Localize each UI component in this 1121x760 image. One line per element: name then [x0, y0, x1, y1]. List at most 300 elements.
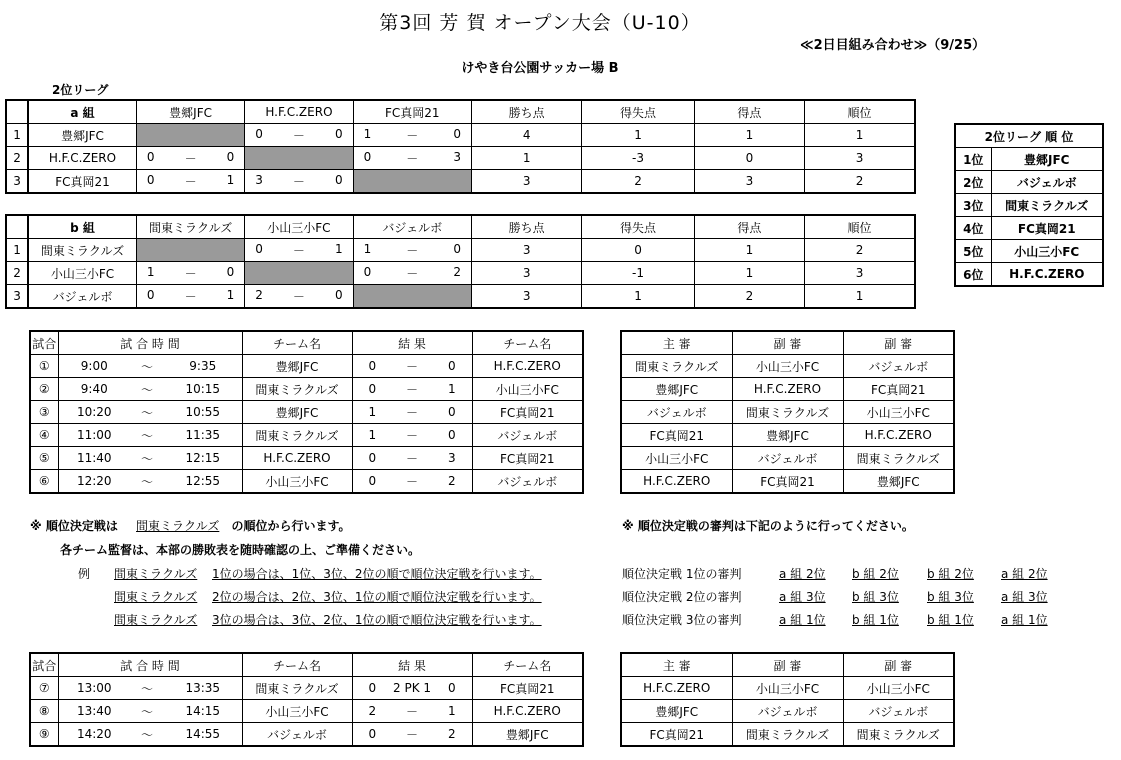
score-value: 1: [146, 264, 155, 279]
day-subtitle: ≪2日目組み合わせ≫（9/25）: [800, 38, 986, 53]
referee-note-cell: b 組 1位: [927, 613, 974, 627]
goals-cell: 1: [694, 239, 804, 262]
match-number: ⑨: [30, 723, 58, 747]
page-title: 第3回 芳 賀 オープン大会（U-10）: [379, 12, 701, 34]
referee-note-cell: b 組 3位: [852, 590, 899, 604]
row-number: 1: [6, 124, 28, 147]
home-score: 2: [352, 700, 392, 723]
score-dash: －: [406, 128, 419, 143]
ranking-position: 1位: [955, 148, 991, 171]
schedule-body-1: [30, 355, 583, 494]
referee-row: [621, 700, 954, 723]
score-cell: [245, 285, 353, 309]
goal-diff-cell: 2: [582, 170, 694, 194]
referee-note-cell: a 組 3位: [779, 590, 826, 604]
match-tilde: ～: [130, 424, 164, 447]
score-value: 0: [255, 126, 263, 141]
sched-col-no: 試合: [30, 653, 58, 677]
score-value: 0: [146, 149, 155, 164]
score-separator: －: [392, 424, 432, 447]
group-a-col: 豊郷JFC: [136, 100, 244, 124]
match-tilde: ～: [130, 378, 164, 401]
rank-cell: 1: [805, 285, 915, 309]
group-a-col: 順位: [805, 100, 915, 124]
away-team: FC真岡21: [472, 401, 583, 424]
match-end: 14:55: [164, 723, 242, 747]
score-value: 2: [453, 264, 461, 279]
ref-col-assist: 副 審: [732, 331, 843, 355]
home-score: 1: [352, 401, 392, 424]
rank-cell: 1: [805, 124, 915, 147]
group-a-title: a 組: [28, 100, 136, 124]
match-row: [30, 700, 583, 723]
match-number: ③: [30, 401, 58, 424]
rank-cell: 2: [805, 239, 915, 262]
home-team: 間東ミラクルズ: [242, 378, 352, 401]
goals-cell: 1: [694, 124, 804, 147]
goals-cell: 3: [694, 170, 804, 194]
ranking-position: 5位: [955, 240, 991, 263]
referee-note-cell: a 組 2位: [779, 567, 826, 581]
match-end: 12:55: [164, 470, 242, 494]
referee-note-label: 順位決定戦 3位の審判: [622, 613, 742, 627]
ref-col-assist: 副 審: [843, 653, 954, 677]
score-value: 0: [363, 264, 372, 279]
referee-row: [621, 447, 954, 470]
away-score: 3: [432, 447, 472, 470]
assistant-referee: 間東ミラクルズ: [843, 723, 954, 747]
score-value: 0: [226, 149, 235, 164]
example-text: 1位の場合は、1位、3位、2位の順で順位決定戦を行います。: [212, 567, 542, 581]
group-a-table: [5, 99, 916, 194]
assistant-referee: 小山三小FC: [843, 401, 954, 424]
referee-note-cell: b 組 2位: [852, 567, 899, 581]
score-value: 1: [334, 241, 343, 256]
ranking-team: 豊郷JFC: [991, 148, 1103, 171]
referee-note-cell: a 組 3位: [1001, 590, 1048, 604]
score-value: 0: [226, 264, 235, 279]
team-name: H.F.C.ZERO: [28, 147, 136, 170]
assistant-referee: バジェルボ: [732, 447, 843, 470]
assistant-referee: H.F.C.ZERO: [843, 424, 954, 447]
score-dash: －: [406, 151, 419, 166]
away-team: バジェルボ: [472, 470, 583, 494]
away-score: 1: [432, 700, 472, 723]
score-value: 2: [255, 287, 263, 302]
score-value: 1: [363, 241, 372, 256]
score-cell: [136, 285, 244, 309]
home-team: 小山三小FC: [242, 700, 352, 723]
assistant-referee: バジェルボ: [843, 700, 954, 723]
schedule-body-2: [30, 677, 583, 747]
match-row: [30, 677, 583, 700]
team-name: 豊郷JFC: [28, 124, 136, 147]
away-score: 0: [432, 677, 472, 700]
ranking-row: [955, 148, 1103, 171]
match-row: [30, 470, 583, 494]
match-number: ⑤: [30, 447, 58, 470]
score-value: 0: [146, 287, 155, 302]
assistant-referee: 間東ミラクルズ: [732, 401, 843, 424]
match-tilde: ～: [130, 677, 164, 700]
home-team: 豊郷JFC: [242, 401, 352, 424]
group-a-col: FC真岡21: [353, 100, 471, 124]
points-cell: 3: [471, 262, 581, 285]
main-referee: バジェルボ: [621, 401, 732, 424]
assistant-referee: FC真岡21: [732, 470, 843, 494]
score-cell: [353, 147, 471, 170]
referee-note-cell: a 組 2位: [1001, 567, 1048, 581]
home-team: H.F.C.ZERO: [242, 447, 352, 470]
score-value: 0: [334, 126, 343, 141]
match-number: ⑥: [30, 470, 58, 494]
note-prefix: ※ 順位決定戦は: [30, 519, 118, 533]
main-referee: 間東ミラクルズ: [621, 355, 732, 378]
away-score: 0: [432, 355, 472, 378]
match-end: 12:15: [164, 447, 242, 470]
score-separator: －: [392, 447, 432, 470]
assistant-referee: 豊郷JFC: [843, 470, 954, 494]
table-row: [6, 170, 915, 194]
home-team: 間東ミラクルズ: [242, 677, 352, 700]
ranking-row: [955, 171, 1103, 194]
score-cell: [245, 170, 353, 194]
match-number: ⑧: [30, 700, 58, 723]
score-dash: －: [184, 174, 197, 189]
group-b-col: 順位: [805, 215, 915, 239]
referee-row: [621, 355, 954, 378]
table-row: [6, 147, 915, 170]
ranking-row: [955, 217, 1103, 240]
points-cell: 4: [471, 124, 581, 147]
sched-col-no: 試合: [30, 331, 58, 355]
score-dash: －: [184, 151, 197, 166]
referee-row: [621, 424, 954, 447]
score-cell: [353, 262, 471, 285]
home-score: 0: [352, 677, 392, 700]
group-b-col: 間東ミラクルズ: [136, 215, 244, 239]
group-a-col: 得失点: [582, 100, 694, 124]
score-dash: －: [292, 174, 305, 189]
note-team: 間東ミラクルズ: [136, 519, 220, 533]
away-team: H.F.C.ZERO: [472, 700, 583, 723]
score-value: 0: [334, 172, 343, 187]
venue-label: けやき台公園サッカー場 B: [461, 61, 619, 76]
group-a-col: 得点: [694, 100, 804, 124]
ranking-table: [954, 123, 1104, 287]
match-start: 13:40: [58, 700, 130, 723]
score-separator: －: [392, 470, 432, 494]
schedule-table-2: [29, 652, 584, 747]
score-separator: －: [392, 700, 432, 723]
referee-row: [621, 723, 954, 747]
home-team: 小山三小FC: [242, 470, 352, 494]
main-referee: 豊郷JFC: [621, 700, 732, 723]
assistant-referee: 間東ミラクルズ: [732, 723, 843, 747]
note-line-2: 各チーム監督は、本部の勝敗表を随時確認の上、ご準備ください。: [60, 543, 421, 557]
score-separator: －: [392, 401, 432, 424]
ranking-header: 2位リーグ 順 位: [955, 124, 1103, 148]
points-cell: 3: [471, 170, 581, 194]
score-value: 3: [453, 149, 461, 164]
goal-diff-cell: 1: [582, 124, 694, 147]
ref-col-main: 主 審: [621, 331, 732, 355]
home-score: 0: [352, 447, 392, 470]
ranking-team: 小山三小FC: [991, 240, 1103, 263]
away-score: 1: [432, 378, 472, 401]
match-tilde: ～: [130, 470, 164, 494]
away-team: 小山三小FC: [472, 378, 583, 401]
score-value: 1: [226, 287, 235, 302]
match-number: ②: [30, 378, 58, 401]
row-number: 1: [6, 239, 28, 262]
rank-cell: 3: [805, 262, 915, 285]
assistant-referee: FC真岡21: [843, 378, 954, 401]
ranking-position: 2位: [955, 171, 991, 194]
goals-cell: 0: [694, 147, 804, 170]
score-cell: [136, 262, 244, 285]
main-referee: FC真岡21: [621, 424, 732, 447]
match-row: [30, 723, 583, 747]
team-name: FC真岡21: [28, 170, 136, 194]
score-separator: －: [392, 378, 432, 401]
referee-body-1: [621, 355, 954, 494]
match-start: 12:20: [58, 470, 130, 494]
home-score: 0: [352, 470, 392, 494]
referee-table-2: [620, 652, 955, 747]
referee-row: [621, 470, 954, 494]
team-name: 間東ミラクルズ: [28, 239, 136, 262]
blank-cell: [245, 147, 353, 170]
table-row: [6, 239, 915, 262]
home-team: 間東ミラクルズ: [242, 424, 352, 447]
group-a-col: 勝ち点: [471, 100, 581, 124]
group-b-col: 勝ち点: [471, 215, 581, 239]
goal-diff-cell: 0: [582, 239, 694, 262]
ranking-position: 4位: [955, 217, 991, 240]
score-value: 0: [453, 126, 461, 141]
sched-col-team: チーム名: [472, 331, 583, 355]
ranking-team: バジェルボ: [991, 171, 1103, 194]
match-row: [30, 378, 583, 401]
ref-col-main: 主 審: [621, 653, 732, 677]
sched-col-team: チーム名: [242, 653, 352, 677]
example-team: 間東ミラクルズ: [114, 567, 198, 581]
goal-diff-cell: -3: [582, 147, 694, 170]
assistant-referee: 小山三小FC: [843, 677, 954, 700]
team-name: バジェルボ: [28, 285, 136, 309]
score-cell: [353, 124, 471, 147]
match-row: [30, 355, 583, 378]
match-end: 14:15: [164, 700, 242, 723]
score-cell: [136, 147, 244, 170]
score-value: 0: [453, 241, 461, 256]
match-end: 13:35: [164, 677, 242, 700]
match-row: [30, 447, 583, 470]
home-team: バジェルボ: [242, 723, 352, 747]
away-score: 2: [432, 470, 472, 494]
note-line-1: [30, 517, 351, 534]
away-team: 豊郷JFC: [472, 723, 583, 747]
assistant-referee: バジェルボ: [732, 700, 843, 723]
match-tilde: ～: [130, 447, 164, 470]
row-number: 3: [6, 285, 28, 309]
assistant-referee: 小山三小FC: [732, 677, 843, 700]
score-cell: [245, 239, 353, 262]
rank-cell: 2: [805, 170, 915, 194]
blank-cell: [353, 285, 471, 309]
table-row: [6, 124, 915, 147]
away-team: H.F.C.ZERO: [472, 355, 583, 378]
match-tilde: ～: [130, 723, 164, 747]
match-row: [30, 401, 583, 424]
ref-col-assist: 副 審: [843, 331, 954, 355]
score-dash: －: [292, 289, 305, 304]
score-value: 1: [226, 172, 235, 187]
ranking-row: [955, 263, 1103, 287]
main-referee: FC真岡21: [621, 723, 732, 747]
group-a-body: [6, 124, 915, 194]
match-number: ⑦: [30, 677, 58, 700]
example-team: 間東ミラクルズ: [114, 590, 198, 604]
score-dash: －: [406, 266, 419, 281]
group-b-table: [5, 214, 916, 309]
home-team: 豊郷JFC: [242, 355, 352, 378]
example-text: 3位の場合は、3位、2位、1位の順で順位決定戦を行います。: [212, 613, 542, 627]
note-example-label: 例: [78, 567, 91, 581]
main-referee: H.F.C.ZERO: [621, 470, 732, 494]
group-b-title: b 組: [28, 215, 136, 239]
blank-cell: [136, 239, 244, 262]
home-score: 1: [352, 424, 392, 447]
score-dash: －: [292, 243, 305, 258]
score-value: 0: [255, 241, 263, 256]
score-value: 0: [363, 149, 372, 164]
group-b-col: 得失点: [582, 215, 694, 239]
referee-note-cell: a 組 1位: [1001, 613, 1048, 627]
ranking-row: [955, 240, 1103, 263]
score-value: 0: [146, 172, 155, 187]
row-number: 3: [6, 170, 28, 194]
match-end: 10:55: [164, 401, 242, 424]
referee-row: [621, 401, 954, 424]
score-cell: [353, 239, 471, 262]
ranking-position: 3位: [955, 194, 991, 217]
main-referee: 豊郷JFC: [621, 378, 732, 401]
away-team: FC真岡21: [472, 677, 583, 700]
ranking-row: [955, 194, 1103, 217]
ranking-team: FC真岡21: [991, 217, 1103, 240]
goals-cell: 1: [694, 262, 804, 285]
referee-note-cell: b 組 2位: [927, 567, 974, 581]
row-number: 2: [6, 262, 28, 285]
blank-cell: [353, 170, 471, 194]
table-row: [6, 285, 915, 309]
assistant-referee: H.F.C.ZERO: [732, 378, 843, 401]
referee-body-2: [621, 677, 954, 747]
away-team: バジェルボ: [472, 424, 583, 447]
match-tilde: ～: [130, 401, 164, 424]
match-row: [30, 424, 583, 447]
score-separator: 2 PK 1: [392, 677, 432, 700]
ranking-team: H.F.C.ZERO: [991, 263, 1103, 287]
match-start: 10:20: [58, 401, 130, 424]
match-start: 9:40: [58, 378, 130, 401]
referee-note-cell: a 組 1位: [779, 613, 826, 627]
referee-note-title: ※ 順位決定戦の審判は下記のように行ってください。: [622, 519, 914, 533]
home-score: 0: [352, 378, 392, 401]
score-cell: [245, 124, 353, 147]
match-number: ④: [30, 424, 58, 447]
away-team: FC真岡21: [472, 447, 583, 470]
goal-diff-cell: -1: [582, 262, 694, 285]
score-value: 1: [363, 126, 372, 141]
score-dash: －: [292, 128, 305, 143]
sched-col-result: 結 果: [352, 653, 472, 677]
points-cell: 3: [471, 239, 581, 262]
away-score: 2: [432, 723, 472, 747]
team-name: 小山三小FC: [28, 262, 136, 285]
table-row: [6, 262, 915, 285]
ranking-body: [955, 148, 1103, 287]
ranking-team: 間東ミラクルズ: [991, 194, 1103, 217]
match-number: ①: [30, 355, 58, 378]
sched-col-time: 試 合 時 間: [58, 653, 242, 677]
score-separator: －: [392, 355, 432, 378]
goals-cell: 2: [694, 285, 804, 309]
assistant-referee: 豊郷JFC: [732, 424, 843, 447]
sched-col-result: 結 果: [352, 331, 472, 355]
match-end: 9:35: [164, 355, 242, 378]
group-a-col: H.F.C.ZERO: [245, 100, 353, 124]
match-end: 10:15: [164, 378, 242, 401]
note-suffix: の順位から行います。: [231, 519, 351, 533]
points-cell: 3: [471, 285, 581, 309]
match-start: 11:40: [58, 447, 130, 470]
group-b-col: 小山三小FC: [245, 215, 353, 239]
main-referee: H.F.C.ZERO: [621, 677, 732, 700]
match-start: 13:00: [58, 677, 130, 700]
home-score: 0: [352, 723, 392, 747]
sched-col-team: チーム名: [472, 653, 583, 677]
example-text: 2位の場合は、2位、3位、1位の順で順位決定戦を行います。: [212, 590, 542, 604]
rank-cell: 3: [805, 147, 915, 170]
points-cell: 1: [471, 147, 581, 170]
ranking-position: 6位: [955, 263, 991, 287]
assistant-referee: 間東ミラクルズ: [843, 447, 954, 470]
score-dash: －: [184, 289, 197, 304]
referee-table-1: [620, 330, 955, 494]
referee-note-cell: b 組 3位: [927, 590, 974, 604]
score-value: 0: [334, 287, 343, 302]
goal-diff-cell: 1: [582, 285, 694, 309]
match-start: 11:00: [58, 424, 130, 447]
group-b-col: 得点: [694, 215, 804, 239]
schedule-table-1: [29, 330, 584, 494]
blank-cell: [245, 262, 353, 285]
row-number: 2: [6, 147, 28, 170]
home-score: 0: [352, 355, 392, 378]
referee-row: [621, 378, 954, 401]
league-label: 2位リーグ: [52, 83, 109, 97]
sched-col-team: チーム名: [242, 331, 352, 355]
match-start: 14:20: [58, 723, 130, 747]
score-cell: [136, 170, 244, 194]
referee-note-cell: b 組 1位: [852, 613, 899, 627]
score-dash: －: [184, 266, 197, 281]
example-team: 間東ミラクルズ: [114, 613, 198, 627]
main-referee: 小山三小FC: [621, 447, 732, 470]
